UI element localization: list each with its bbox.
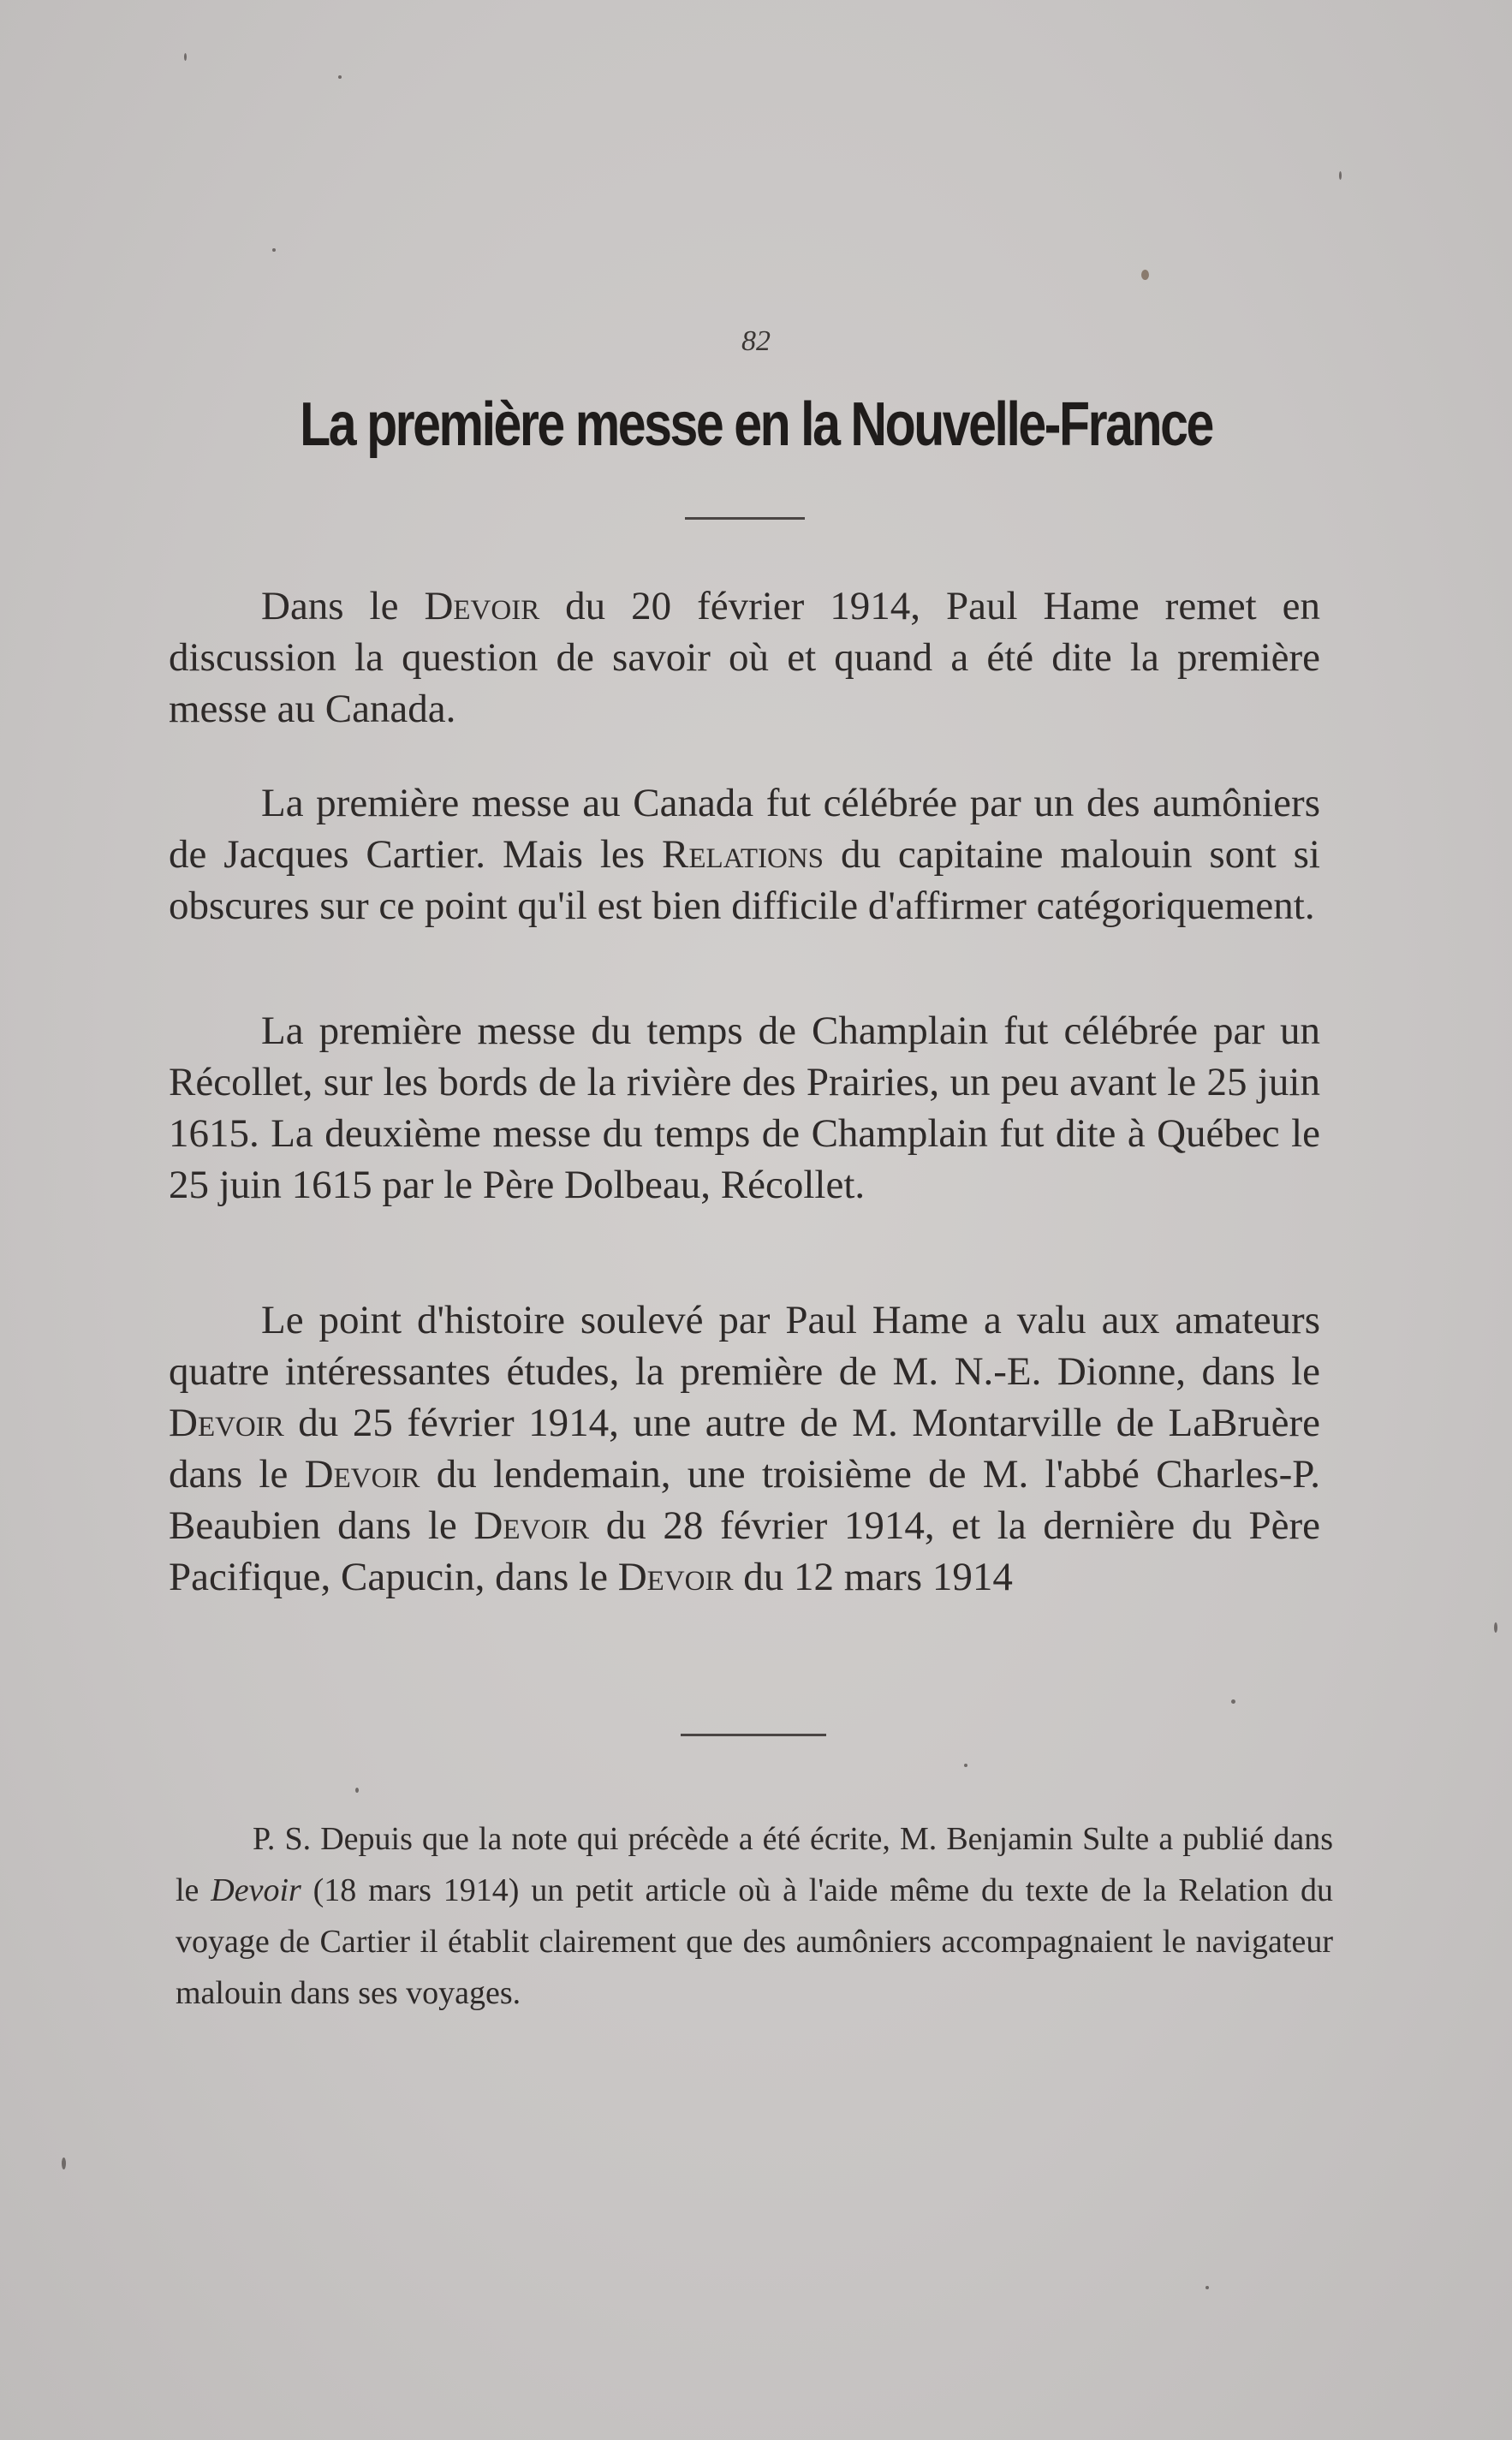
postscript: [176, 1813, 1333, 2019]
newspaper-name: Devoir: [617, 1555, 734, 1599]
paper-speck: [1231, 1699, 1235, 1704]
page-number: 82: [741, 325, 771, 357]
title-divider: [685, 517, 805, 520]
paper-speck: [62, 2157, 66, 2169]
paragraph-text: La première messe au Canada fut célébrée par un des aumôniers de Jacques Cartier. Mais les: [169, 781, 1320, 877]
paragraph-text: Dans le: [261, 584, 425, 628]
paper-speck: [1339, 171, 1342, 180]
paper-speck: [272, 248, 276, 252]
paragraph-text: du 25 février 1914, une autre de M. Montarville de LaBruère dans le: [169, 1401, 1320, 1497]
paper-speck: [338, 75, 342, 79]
paper-speck: [964, 1764, 967, 1767]
postscript-text: (18 mars 1914) un petit article où à l'aide même du texte de la Relation du voyage de Cartier il établit clairement que des aumôniers accompagnaient le navigateur malouin dans ses voyages.: [176, 1872, 1333, 2011]
paper-speck: [1494, 1622, 1497, 1633]
newspaper-name: Devoir: [304, 1452, 420, 1497]
paper-speck: [355, 1788, 359, 1793]
paragraph-4: [169, 1294, 1320, 1603]
paragraph-2: [169, 777, 1320, 931]
newspaper-name: Devoir: [169, 1401, 284, 1445]
paragraph-text: du 28 février 1914, et la dernière du Père Pacifique, Capucin, dans le: [169, 1503, 1321, 1599]
paragraph-text: du 12 mars 1914: [733, 1555, 1013, 1599]
paragraph-3: [169, 1005, 1320, 1211]
page-title: La première messe en la Nouvelle-France: [300, 390, 1212, 459]
section-divider: [681, 1734, 826, 1736]
paragraph-text: du 20 février 1914, Paul Hame remet en discussion la question de savoir où et quand a été dite la première messe au Canada.: [169, 584, 1320, 731]
paragraph-text: Le point d'histoire soulevé par Paul Hame a valu aux amateurs quatre intéressantes études, la première de M. N.-E. Dionne, dans le: [169, 1298, 1320, 1394]
newspaper-name: Devoir: [424, 584, 540, 628]
paragraph-1: [169, 580, 1320, 735]
paper-speck: [184, 53, 187, 61]
newspaper-name: Devoir: [473, 1503, 590, 1548]
paragraph-text: du capitaine malouin sont si obscures sur ce point qu'il est bien difficile d'affirmer catégoriquement.: [169, 832, 1320, 928]
paragraph-text: du lendemain, une troisième de M. l'abbé Charles-P. Beaubien dans le: [169, 1452, 1320, 1548]
relations-title: Relations: [662, 832, 824, 877]
paper-speck: [1205, 2286, 1209, 2289]
postscript-text: P. S. Depuis que la note qui précède a été écrite, M. Benjamin Sulte a publié dans le: [176, 1821, 1333, 1908]
paper-speck: [1141, 270, 1149, 280]
paragraph-text: La première messe du temps de Champlain fut célébrée par un Récollet, sur les bords de la rivière des Prairies, un peu avant le 25 juin 1615. La deuxième messe du temps de Champlain fut dite à Québec le 25 juin 1615 par le Père Dolbeau, Récollet.: [169, 1009, 1320, 1207]
newspaper-name: Devoir: [211, 1872, 301, 1908]
